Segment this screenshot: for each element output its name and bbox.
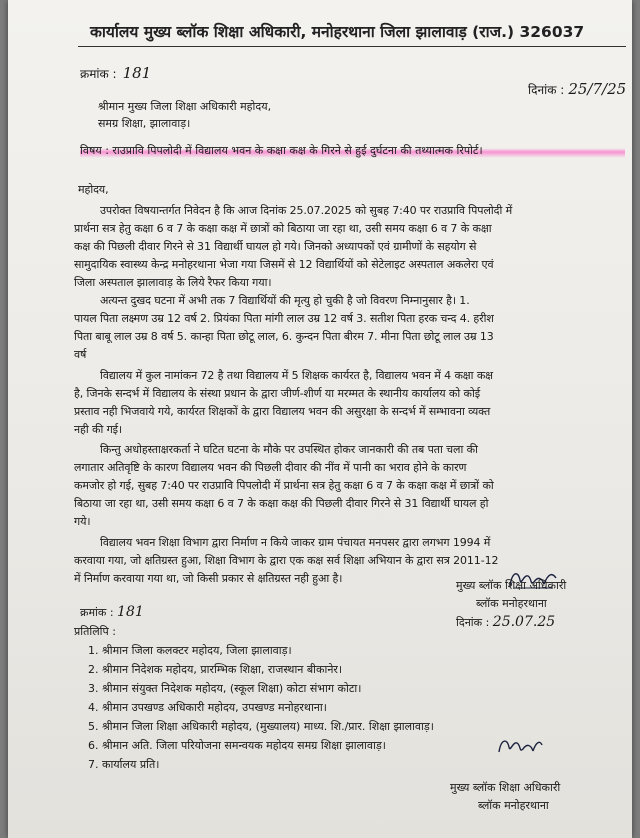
body-line: उपरोक्त विषयान्तर्गत निवेदन है कि आज दिनांक 25.07.2025 को सुबह 7:40 पर राउप्रावि पिपलोदी में	[100, 204, 513, 217]
copy-signatory-office: ब्लॉक मनोहरथाना	[478, 799, 549, 812]
copy-recipient: 6. श्रीमान अति. जिला परियोजना समन्वयक महोदय समग्र शिक्षा झालावाड़।	[88, 739, 386, 752]
body-line: किन्तु अधोहस्ताक्षरकर्ता ने घटित घटना के मौके पर उपस्थित होकर जानकारी की तब पता चला की	[100, 443, 478, 456]
body-line: गये।	[74, 515, 91, 528]
salutation: महोदय,	[78, 183, 109, 196]
body-line: कक्ष की पिछली दीवार गिरने से 31 विद्यार्थी घायल हो गये। जिनको अध्यापकों एवं ग्रामीणों के सहयोग से	[74, 240, 477, 253]
signature-date-value: 25.07.25	[492, 614, 556, 630]
date-label: दिनांक :	[528, 83, 565, 97]
body-line: नही की गई।	[74, 423, 123, 436]
office-header-title: कार्यालय मुख्य ब्लॉक शिक्षा अधिकारी, मनोहरथाना जिला झालावाड़ (राज.) 326037	[90, 23, 585, 41]
letter-date	[528, 80, 626, 98]
copy-recipient: 7. कार्यालय प्रति।	[88, 758, 160, 771]
copy-recipient: 2. श्रीमान निदेशक महोदय, प्रारम्भिक शिक्षा, राजस्थान बीकानेर।	[88, 663, 343, 676]
copy-recipient: 4. श्रीमान उपखण्ड अधिकारी महोदय, उपखण्ड मनोहरथाना।	[88, 701, 327, 714]
copy-reference-label: क्रमांक :	[80, 606, 114, 619]
document-page	[8, 0, 632, 838]
body-line: प्रस्ताव नही भिजवाये गये, कार्यरत शिक्षकों के द्वारा विद्यालय भवन की असुरक्षा के सन्दर्भ में सम्भावना व्यक्त	[74, 405, 491, 418]
reference-value: 181	[122, 64, 152, 82]
copy-recipient: 3. श्रीमान संयुक्त निदेशक महोदय, (स्कूल शिक्षा) कोटा संभाग कोटा।	[88, 682, 362, 695]
body-line: कमजोर हो गई, सुबह 7:40 पर राउप्रावि पिपलोदी में प्रार्थना सत्र हेतु कक्षा 6 व 7 के कक्षा कक्ष में छात्रों को	[74, 479, 494, 492]
body-line: अत्यन्त दुखद घटना में अभी तक 7 विद्यार्थियों की मृत्यु हो चुकी है जो विवरण निम्नानुसार है। 1.	[100, 294, 470, 307]
body-line: प्रार्थना सत्र हेतु कक्षा 6 व 7 के कक्षा कक्ष में छात्रों को बिठाया जा रहा था, उसी समय कक्षा 6 व 7 के कक्षा	[74, 222, 492, 235]
body-line: लगातार अतिवृष्टि के कारण विद्यालय भवन की पिछली दीवार की नींव में पानी का भराव होने के कारण	[74, 461, 467, 474]
body-line: में निर्माण करवाया गया था, जो किसी प्रकार से क्षतिग्रस्त नही हुआ है।	[74, 572, 343, 585]
addressee-line: समग्र शिक्षा, झालावाड़।	[98, 117, 191, 130]
copy-recipient: 5. श्रीमान जिला शिक्षा अधिकारी महोदय, (मुख्यालय) माध्य. शि./प्रार. शिक्षा झालावाड़।	[88, 720, 434, 733]
body-line: जिला अस्पताल झालावाड़ के लिये रैफर किया गया।	[74, 276, 272, 289]
body-line: पायल पिता लक्ष्मण उम्र 12 वर्ष 2. प्रियंका पिता मांगी लाल उम्र 12 वर्ष 3. सतीश पिता हरक चन्द 4. हरीश	[74, 312, 494, 325]
signature-date	[456, 614, 555, 630]
body-line: करवाया गया, जो क्षतिग्रस्त हुआ, शिक्षा विभाग के द्वारा एक कक्ष सर्व शिक्षा अभियान के द्वारा सत्र 2011-12	[74, 554, 499, 567]
body-line: पिता बाबू लाल उम्र 8 वर्ष 5. कान्हा पिता छोटू लाल, 6. कुन्दन पिता बीरम 7. मीना पिता छोटू लाल उम्र 13	[74, 330, 494, 343]
copy-recipient: 1. श्रीमान जिला कलक्टर महोदय, जिला झालावाड़।	[88, 644, 292, 657]
signatory-designation: मुख्य ब्लॉक शिक्षा अधिकारी	[456, 579, 567, 592]
body-line: वर्ष	[74, 348, 87, 361]
subject-line: विषय : राउप्रावि पिपलोदी में विद्यालय भवन के कक्षा कक्ष के गिरने से हुई दुर्घटना की तथ्यात्मक रिपोर्ट।	[80, 143, 625, 158]
copy-signatory-designation: मुख्य ब्लॉक शिक्षा अधिकारी	[450, 781, 561, 794]
copy-reference-value: 181	[117, 604, 144, 620]
officer-signature-copy	[496, 734, 544, 760]
date-value: 25/7/25	[568, 80, 627, 98]
addressee-line: श्रीमान मुख्य जिला शिक्षा अधिकारी महोदय,	[98, 100, 272, 113]
body-line: बिठाया जा रहा था, उसी समय कक्षा 6 व 7 के कक्षा कक्ष की पिछली दीवार गिरने से 31 विद्यार्थी घायल हो	[74, 497, 489, 510]
reference-number	[80, 64, 151, 82]
signatory-office: ब्लॉक मनोहरथाना	[476, 597, 547, 610]
body-line: विद्यालय भवन शिक्षा विभाग द्वारा निर्माण न किये जाकर ग्राम पंचायत मनपसर द्वारा लगभग 1994 में	[100, 536, 491, 549]
signature-date-label: दिनांक :	[456, 616, 490, 629]
copy-heading: प्रतिलिपि :	[74, 625, 116, 638]
body-line: सामुदायिक स्वास्थ्य केन्द्र मनोहरथाना भेजा गया जिसमें से 12 विद्यार्थियों को सेटेलाइट अस्पताल अकलेरा एवं	[74, 258, 494, 271]
body-line: विद्यालय में कुल नामांकन 72 है तथा विद्यालय में 5 शिक्षक कार्यरत है, विद्यालय भवन में 4 कक्षा कक्ष	[100, 369, 493, 382]
copy-reference	[80, 604, 144, 620]
body-line: है, जिनके सन्दर्भ में विद्यालय के संस्था प्रधान के द्वारा जीर्ण-शीर्ण या मरम्मत के स्थानीय कार्यालय को कोई	[74, 387, 481, 400]
reference-label: क्रमांक :	[80, 67, 117, 81]
header-rule	[78, 46, 626, 47]
